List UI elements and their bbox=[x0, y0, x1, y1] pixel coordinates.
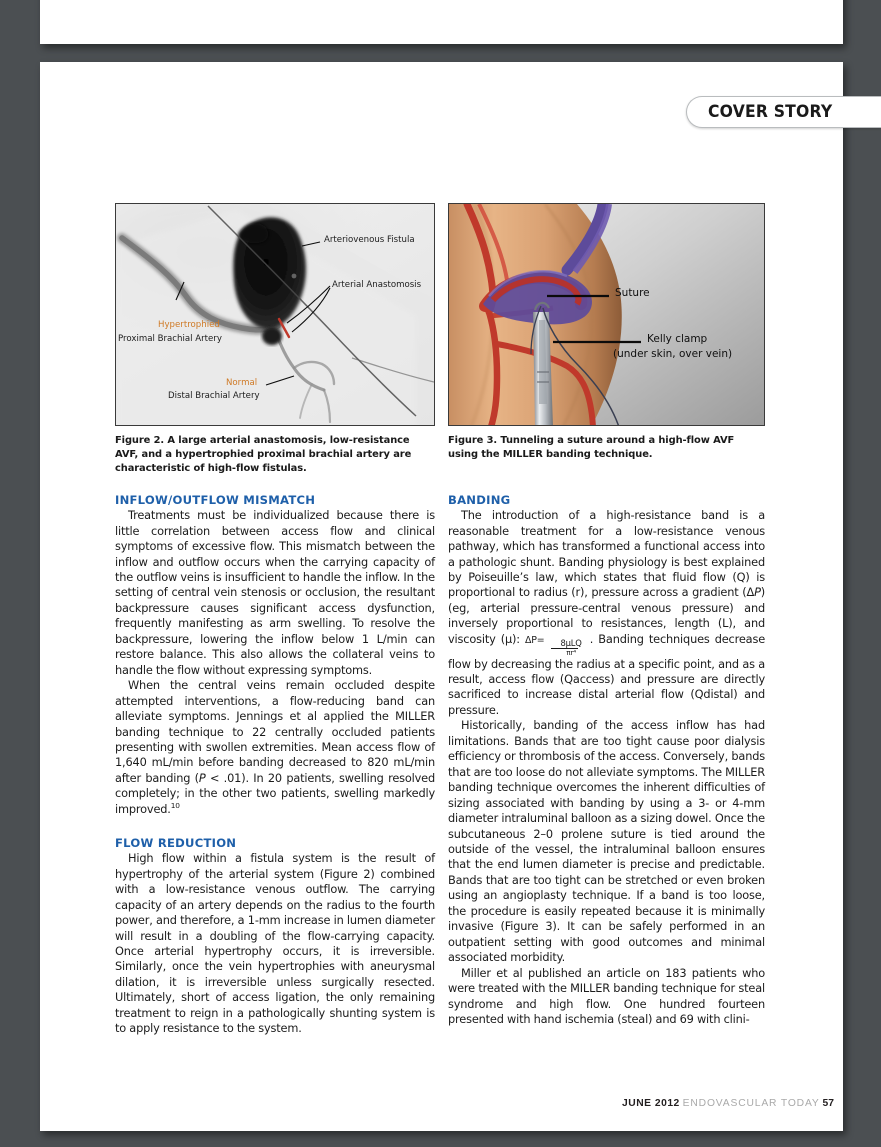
paragraph-flow-reduction-1: High flow within a fistula system is the result of hypertrophy of the arterial system (Figure 2) combined with a low-resistance venous outflow. The carrying capacity of an artery depends on the radius to the fourth power, and therefore, a 1-mm increase in lumen diameter will result in a doubling of the flow-carrying capacity. Once arterial hypertrophy occurs, it is irreversible. Similarly, once the vein hypertrophies with aneurysmal dilation, it is irreversible unless surgically resected. Ultimately, short of access ligation, the only remaining treatment to reign in a pathologically shunting system is to apply resistance to the system. bbox=[115, 851, 435, 1036]
reference-marker-10: 10 bbox=[170, 801, 180, 811]
anatomical-illustration-image bbox=[449, 204, 764, 425]
paragraph-banding-1-part1: The introduction of a high-resistance band is a reasonable treatment for a low-resistance venous pathway, which has transformed a functional access into a pathologic shunt. Banding physiology is best explained by Poiseuille’s law, which states that fluid flow (Q) is proportional to radius (r), pressure across a gradient ( bbox=[448, 508, 765, 600]
previous-page-sliver bbox=[40, 0, 843, 44]
angio-label-normal: Normal bbox=[226, 378, 258, 388]
angio-label-distal-brachial-artery: Distal Brachial Artery bbox=[168, 391, 260, 401]
figure-3-block bbox=[448, 203, 765, 476]
paragraph-inflow-outflow-2-part1: When the central veins remain occluded despite attempted interventions, a flow-reducing band can alleviate symptoms. Jennings et al applied the MILLER banding technique to 22 centrally occluded patients presenting with swollen extremities. Mean access flow of 1,640 mL/min before banding decreased to 820 mL/min after banding ( bbox=[115, 678, 435, 785]
cover-story-label: COVER STORY bbox=[708, 102, 833, 122]
figure-3-caption: Figure 3. Tunneling a suture around a high-flow AVF using the MILLER banding technique. bbox=[448, 435, 735, 461]
paragraph-banding-1 bbox=[448, 508, 765, 718]
delta-symbol: Δ bbox=[746, 585, 755, 600]
anat-label-kelly-clamp: Kelly clamp bbox=[647, 333, 708, 345]
folio-number: 57 bbox=[822, 1098, 834, 1109]
left-column bbox=[115, 493, 435, 1037]
angio-label-proximal-brachial-artery: Proximal Brachial Artery bbox=[118, 334, 222, 344]
figure-2-caption: Figure 2. A large arterial anastomosis, low-resistance AVF, and a hypertrophied proximal brachial artery are characteristic of high-flow fistulas. bbox=[115, 435, 412, 475]
figure-row bbox=[115, 203, 768, 476]
figure-2-block bbox=[115, 203, 435, 476]
paragraph-banding-1-part2: ) (eg, arterial pressure-central venous pressure) and inversely proportional to resistances, length (L), and viscosity (μ): bbox=[448, 585, 765, 646]
equation-denominator: πr⁴ bbox=[551, 648, 578, 656]
body-columns bbox=[115, 493, 768, 1037]
paragraph-inflow-outflow-2 bbox=[115, 678, 435, 817]
paragraph-banding-1-part3: . Banding techniques decrease flow by decreasing the radius at a specific point, and as a result, access flow (Qaccess) and pressure are directly sacrificed to increase distal arterial flow (Qdistal) and pressure. bbox=[448, 631, 766, 717]
angio-label-arterial-anastomosis: Arterial Anastomosis bbox=[332, 280, 422, 290]
page-content bbox=[115, 203, 768, 1037]
figure-3-frame bbox=[448, 203, 765, 426]
anat-label-kelly-clamp-sub: (under skin, over vein) bbox=[613, 348, 733, 360]
page-folio bbox=[622, 1098, 834, 1109]
cover-story-tab bbox=[686, 96, 881, 128]
equation-lead: ΔP= bbox=[525, 634, 545, 646]
angiogram-image bbox=[116, 204, 434, 425]
stat-p-italic: P bbox=[198, 770, 206, 785]
paragraph-banding-3: Miller et al published an article on 183 patients who were treated with the MILLER banding technique for steal syndrome and high flow. One hundred fourteen presented with hand ischemia (steal) and 69 with clini- bbox=[448, 965, 765, 1026]
folio-date: JUNE 2012 bbox=[622, 1098, 680, 1109]
anat-label-suture: Suture bbox=[615, 287, 650, 299]
poiseuille-equation-fraction bbox=[545, 639, 583, 656]
paragraph-inflow-outflow-2-part2: < .01). In 20 patients, swelling resolved completely; in the other two patients, swelling markedly improved. bbox=[115, 770, 436, 816]
figure-2-frame bbox=[115, 203, 435, 426]
delta-p-italic: P bbox=[754, 585, 761, 600]
section-heading-inflow-outflow-mismatch: INFLOW/OUTFLOW MISMATCH bbox=[115, 493, 316, 508]
angio-label-hypertrophied: Hypertrophied bbox=[158, 320, 220, 330]
section-heading-flow-reduction: FLOW REDUCTION bbox=[115, 836, 237, 851]
angio-label-arteriovenous-fistula: Arteriovenous Fistula bbox=[324, 235, 415, 245]
equation-numerator: 8μLQ bbox=[560, 638, 582, 649]
right-column bbox=[448, 493, 765, 1037]
folio-journal: ENDOVASCULAR TODAY bbox=[682, 1098, 820, 1109]
anatomy-graphic bbox=[449, 204, 765, 426]
paragraph-banding-2: Historically, banding of the access inflow has had limitations. Bands that are too tight cause poor dialysis efficiency or thrombosis of the access. Conversely, bands that are too loose do not alleviate symptoms. The MILLER banding technique overcomes the inherent difficulties of sizing associated with banding by using a 3- or 4-mm diameter intraluminal balloon as a sizing dowel. Once the subcutaneous 2–0 prolene suture is tied around the outside of the vessel, the intraluminal balloon ensures that the end lumen diameter is precise and predictable. Bands that are too tight can be stretched or even broken using an angioplasty technique. If a band is too loose, the procedure is easily repeated because it is minimally invasive (Figure 3). It can be safely performed in an outpatient setting with good outcomes and minimal associated morbidity. bbox=[448, 718, 765, 965]
section-heading-banding: BANDING bbox=[448, 493, 511, 508]
paragraph-inflow-outflow-1: Treatments must be individualized because there is little correlation between access flow and clinical symptoms of excessive flow. This mismatch between the inflow and outflow occurs when the carrying capacity of the outflow veins is insufficient to handle the inflow. In the setting of central vein stenosis or occlusion, the resultant backpressure causes significant access dysfunction, frequently manifesting as arm swelling. To resolve the backpressure, lowering the inflow below 1 L/min can restore balance. This also allows the collateral veins to handle the flow without expressing symptoms. bbox=[115, 508, 435, 677]
